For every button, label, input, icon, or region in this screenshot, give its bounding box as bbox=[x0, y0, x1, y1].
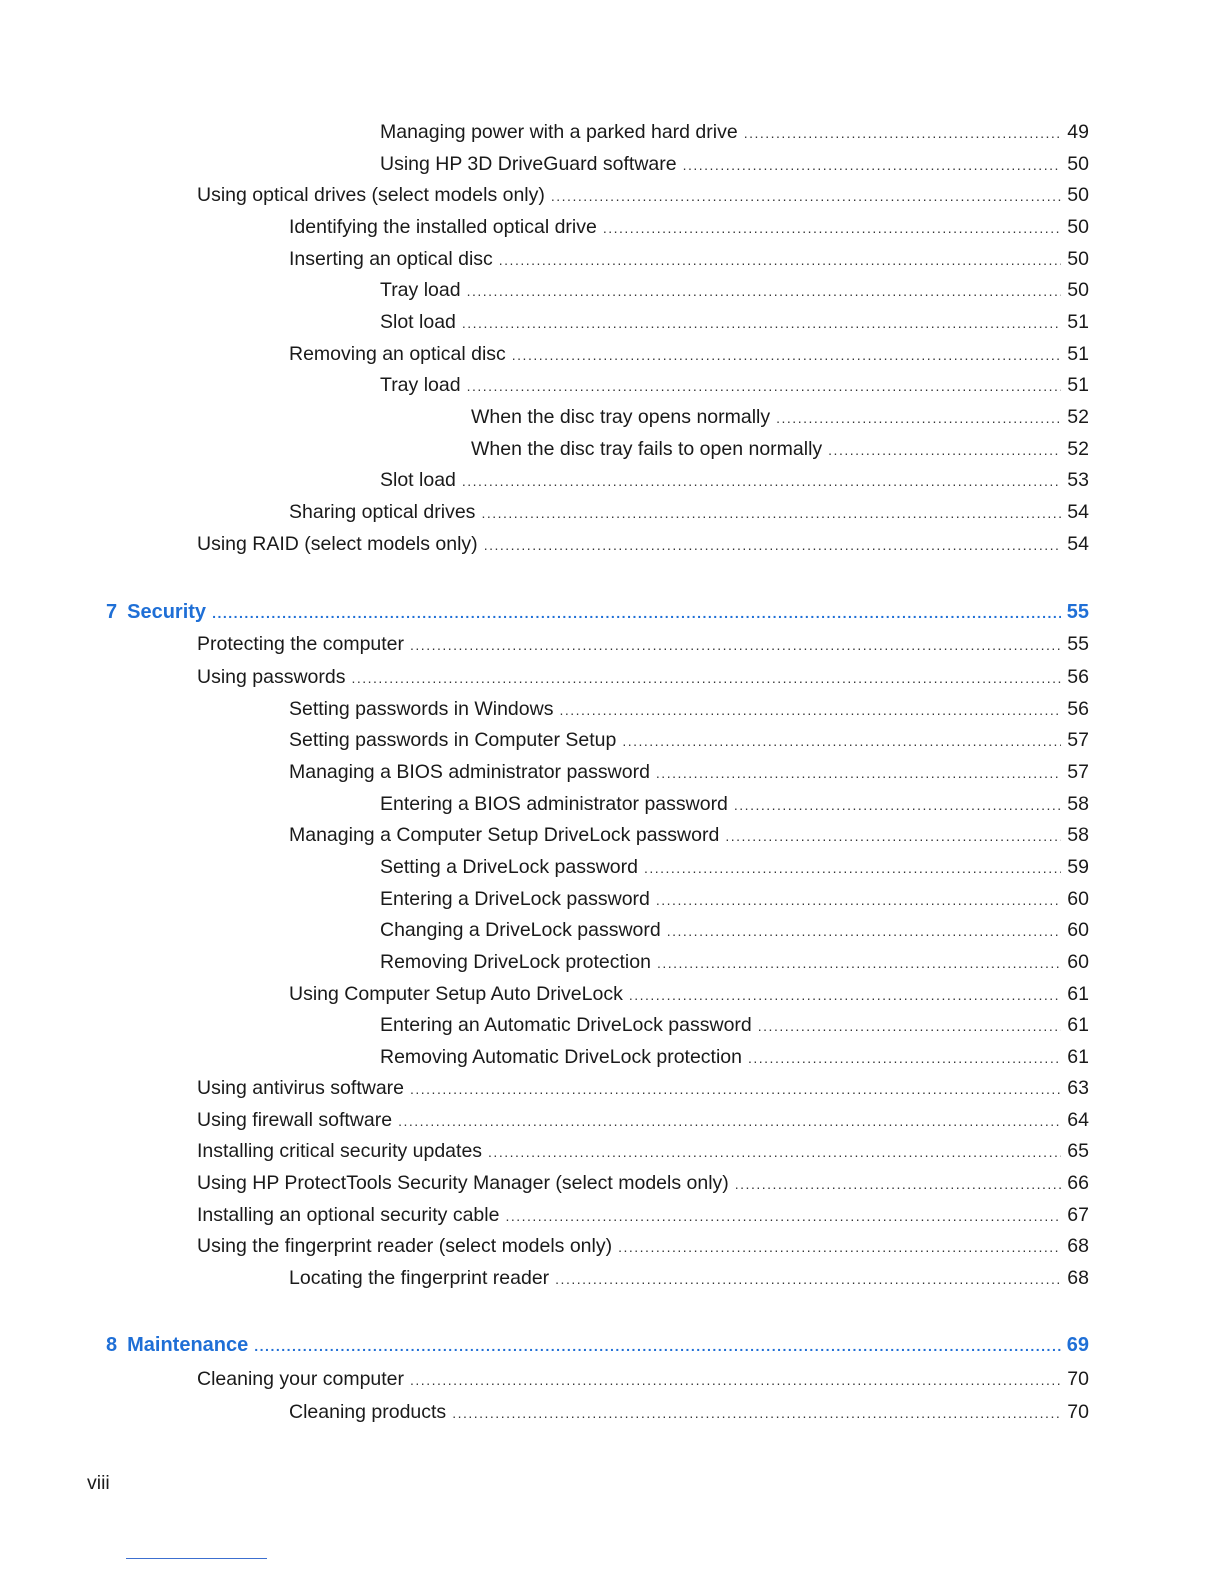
dot-leader bbox=[603, 212, 1061, 244]
dot-leader bbox=[758, 1010, 1061, 1042]
dot-leader bbox=[452, 1397, 1061, 1429]
toc-entry-title: Entering an Automatic DriveLock password bbox=[380, 1014, 752, 1036]
toc-entry[interactable] bbox=[0, 1009, 1089, 1041]
toc-entry-title: Using the fingerprint reader (select models only) bbox=[197, 1235, 613, 1257]
toc-entry-title: Locating the fingerprint reader bbox=[289, 1267, 550, 1289]
toc-entry[interactable] bbox=[0, 914, 1089, 946]
toc-entry-title: Tray load bbox=[380, 279, 461, 301]
toc-entry-page: 51 bbox=[1067, 311, 1089, 333]
toc-entry-title: Managing a BIOS administrator password bbox=[289, 761, 650, 783]
toc-entry-title: Setting passwords in Windows bbox=[289, 698, 554, 720]
toc-entry[interactable] bbox=[0, 1230, 1089, 1262]
toc-entry-page: 52 bbox=[1067, 406, 1089, 428]
dot-leader bbox=[656, 757, 1061, 789]
toc-entry[interactable] bbox=[0, 464, 1089, 496]
toc-entry[interactable] bbox=[0, 369, 1089, 401]
toc-entry[interactable] bbox=[0, 788, 1089, 820]
dot-leader bbox=[351, 662, 1061, 694]
toc-entry-page: 61 bbox=[1067, 1046, 1089, 1068]
toc-entry-page: 50 bbox=[1067, 279, 1089, 301]
dot-leader bbox=[484, 529, 1061, 561]
dot-leader bbox=[410, 629, 1061, 661]
dot-leader bbox=[467, 370, 1061, 402]
toc-entry[interactable] bbox=[0, 496, 1089, 528]
toc-entry-page: 59 bbox=[1067, 856, 1089, 878]
toc-entry[interactable] bbox=[0, 693, 1089, 725]
chapter-heading-maintenance[interactable] bbox=[0, 1329, 1089, 1361]
footer-rule bbox=[126, 1558, 267, 1559]
toc-entry-title: Slot load bbox=[380, 311, 456, 333]
toc-entry-title: Installing an optional security cable bbox=[197, 1204, 500, 1226]
toc-entry-title: Using RAID (select models only) bbox=[197, 533, 478, 555]
toc-entry[interactable] bbox=[0, 433, 1089, 465]
toc-entry-title: Identifying the installed optical drive bbox=[289, 216, 597, 238]
toc-entry-page: 64 bbox=[1067, 1109, 1089, 1131]
chapter-page: 55 bbox=[1066, 601, 1089, 623]
toc-entry-page: 58 bbox=[1067, 793, 1089, 815]
toc-entry-page: 49 bbox=[1067, 121, 1089, 143]
toc-entry-title: Removing DriveLock protection bbox=[380, 951, 651, 973]
toc-entry-title: When the disc tray opens normally bbox=[471, 406, 771, 428]
toc-entry[interactable] bbox=[0, 724, 1089, 756]
toc-entry[interactable] bbox=[0, 978, 1089, 1010]
toc-entry-page: 60 bbox=[1067, 951, 1089, 973]
toc-entry-title: Protecting the computer bbox=[197, 633, 405, 655]
toc-entry-title: Using passwords bbox=[197, 666, 346, 688]
dot-leader bbox=[657, 947, 1061, 979]
toc-entry-title: Sharing optical drives bbox=[289, 501, 476, 523]
dot-leader bbox=[683, 149, 1061, 181]
toc-entry[interactable] bbox=[0, 116, 1089, 148]
toc-entry[interactable] bbox=[0, 1104, 1089, 1136]
toc-entry[interactable] bbox=[0, 661, 1089, 693]
toc-entry-title: Using optical drives (select models only) bbox=[197, 184, 545, 206]
toc-entry-page: 68 bbox=[1067, 1235, 1089, 1257]
toc-entry[interactable] bbox=[0, 401, 1089, 433]
dot-leader bbox=[559, 694, 1061, 726]
toc-entry-page: 57 bbox=[1067, 761, 1089, 783]
toc-entry[interactable] bbox=[0, 1167, 1089, 1199]
toc-entry-page: 51 bbox=[1067, 343, 1089, 365]
toc-entry-page: 67 bbox=[1067, 1204, 1089, 1226]
toc-entry-page: 60 bbox=[1067, 888, 1089, 910]
toc-entry-page: 56 bbox=[1067, 698, 1089, 720]
dot-leader bbox=[656, 884, 1061, 916]
toc-entry-page: 51 bbox=[1067, 374, 1089, 396]
toc-entry-title: Setting a DriveLock password bbox=[380, 856, 638, 878]
toc-entry-page: 54 bbox=[1067, 501, 1089, 523]
toc-entry-page: 53 bbox=[1067, 469, 1089, 491]
dot-leader bbox=[488, 1136, 1061, 1168]
toc-entry-title: Changing a DriveLock password bbox=[380, 919, 661, 941]
toc-entry-title: Entering a DriveLock password bbox=[380, 888, 650, 910]
toc-entry[interactable] bbox=[0, 628, 1089, 660]
chapter-name: Security bbox=[127, 601, 207, 623]
dot-leader bbox=[622, 725, 1061, 757]
toc-entry-title: Managing a Computer Setup DriveLock password bbox=[289, 824, 720, 846]
dot-leader bbox=[744, 117, 1061, 149]
dot-leader bbox=[618, 1231, 1061, 1263]
toc-entry[interactable] bbox=[0, 211, 1089, 243]
toc-entry[interactable] bbox=[0, 179, 1089, 211]
toc-entry[interactable] bbox=[0, 1262, 1089, 1294]
toc-entry-page: 58 bbox=[1067, 824, 1089, 846]
dot-leader bbox=[735, 1168, 1061, 1200]
dot-leader bbox=[644, 852, 1061, 884]
toc-entry-title: Using Computer Setup Auto DriveLock bbox=[289, 983, 623, 1005]
chapter-title bbox=[106, 1329, 248, 1361]
toc-entry-page: 61 bbox=[1067, 1014, 1089, 1036]
toc-entry-title: Using HP 3D DriveGuard software bbox=[380, 153, 677, 175]
chapter-number: 7 bbox=[106, 601, 118, 623]
toc-entry-page: 70 bbox=[1067, 1401, 1089, 1423]
toc-entry[interactable] bbox=[0, 243, 1089, 275]
toc-entry[interactable] bbox=[0, 946, 1089, 978]
dot-leader bbox=[462, 465, 1061, 497]
dot-leader bbox=[725, 820, 1061, 852]
dot-leader bbox=[555, 1263, 1061, 1295]
toc-entry-title: Setting passwords in Computer Setup bbox=[289, 729, 617, 751]
page-number: viii bbox=[87, 1472, 110, 1494]
toc-entry-title: Using antivirus software bbox=[197, 1077, 404, 1099]
toc-entry[interactable] bbox=[0, 1199, 1089, 1231]
toc-entry-title: Installing critical security updates bbox=[197, 1140, 483, 1162]
toc-entry[interactable] bbox=[0, 306, 1089, 338]
toc-entry-page: 50 bbox=[1067, 184, 1089, 206]
chapter-heading-security[interactable] bbox=[0, 596, 1089, 628]
toc-entry[interactable] bbox=[0, 1135, 1089, 1167]
toc-entry-page: 54 bbox=[1067, 533, 1089, 555]
toc-entry-title: Removing Automatic DriveLock protection bbox=[380, 1046, 742, 1068]
toc-entry[interactable] bbox=[0, 851, 1089, 883]
toc-entry-page: 50 bbox=[1067, 153, 1089, 175]
toc-entry-title: Tray load bbox=[380, 374, 461, 396]
dot-leader bbox=[462, 307, 1061, 339]
toc-entry[interactable] bbox=[0, 883, 1089, 915]
toc-entry-page: 63 bbox=[1067, 1077, 1089, 1099]
dot-leader bbox=[748, 1042, 1061, 1074]
toc-entry-page: 70 bbox=[1067, 1368, 1089, 1390]
toc-entry-title: Entering a BIOS administrator password bbox=[380, 793, 728, 815]
toc-entry-title: Cleaning your computer bbox=[197, 1368, 405, 1390]
dot-leader bbox=[512, 339, 1061, 371]
toc-entry[interactable] bbox=[0, 1041, 1089, 1073]
toc-entry-title: Using firewall software bbox=[197, 1109, 393, 1131]
dot-leader bbox=[499, 244, 1061, 276]
toc-entry[interactable] bbox=[0, 338, 1089, 370]
dot-leader bbox=[481, 497, 1061, 529]
toc-entry-page: 57 bbox=[1067, 729, 1089, 751]
toc-entry-title: Cleaning products bbox=[289, 1401, 447, 1423]
toc-entry-page: 60 bbox=[1067, 919, 1089, 941]
toc-entry-page: 61 bbox=[1067, 983, 1089, 1005]
toc-entry-title: Removing an optical disc bbox=[289, 343, 506, 365]
dot-leader bbox=[551, 180, 1061, 212]
toc-entry-page: 56 bbox=[1067, 666, 1089, 688]
toc-entry[interactable] bbox=[0, 1363, 1089, 1395]
toc-entry-title: Using HP ProtectTools Security Manager (select models only) bbox=[197, 1172, 729, 1194]
toc-entry-title: When the disc tray fails to open normally bbox=[471, 438, 823, 460]
toc-entry-page: 66 bbox=[1067, 1172, 1089, 1194]
toc-entry-page: 68 bbox=[1067, 1267, 1089, 1289]
toc-entry[interactable] bbox=[0, 1396, 1089, 1428]
toc-entry-page: 65 bbox=[1067, 1140, 1089, 1162]
toc-entry[interactable] bbox=[0, 148, 1089, 180]
chapter-name: Maintenance bbox=[127, 1334, 249, 1356]
chapter-title bbox=[106, 596, 206, 628]
dot-leader bbox=[410, 1073, 1061, 1105]
toc-entry-page: 55 bbox=[1067, 633, 1089, 655]
dot-leader bbox=[828, 434, 1061, 466]
toc-entry-page: 50 bbox=[1067, 216, 1089, 238]
toc-entry-title: Managing power with a parked hard drive bbox=[380, 121, 738, 143]
toc-entry[interactable] bbox=[0, 756, 1089, 788]
toc-entry[interactable] bbox=[0, 1072, 1089, 1104]
dot-leader bbox=[410, 1364, 1061, 1396]
toc-entry[interactable] bbox=[0, 528, 1089, 560]
chapter-page: 69 bbox=[1066, 1334, 1089, 1356]
dot-leader bbox=[667, 915, 1061, 947]
dot-leader bbox=[467, 275, 1061, 307]
dot-leader bbox=[776, 402, 1061, 434]
toc-entry-page: 52 bbox=[1067, 438, 1089, 460]
toc-entry-page: 50 bbox=[1067, 248, 1089, 270]
dot-leader bbox=[629, 979, 1061, 1011]
dot-leader bbox=[734, 789, 1061, 821]
dot-leader bbox=[505, 1200, 1061, 1232]
toc-entry[interactable] bbox=[0, 819, 1089, 851]
toc-entry-title: Inserting an optical disc bbox=[289, 248, 493, 270]
chapter-number: 8 bbox=[106, 1334, 118, 1356]
toc-entry-title: Slot load bbox=[380, 469, 456, 491]
dot-leader bbox=[212, 597, 1061, 629]
toc-entry[interactable] bbox=[0, 274, 1089, 306]
dot-leader bbox=[398, 1105, 1061, 1137]
dot-leader bbox=[254, 1330, 1060, 1362]
